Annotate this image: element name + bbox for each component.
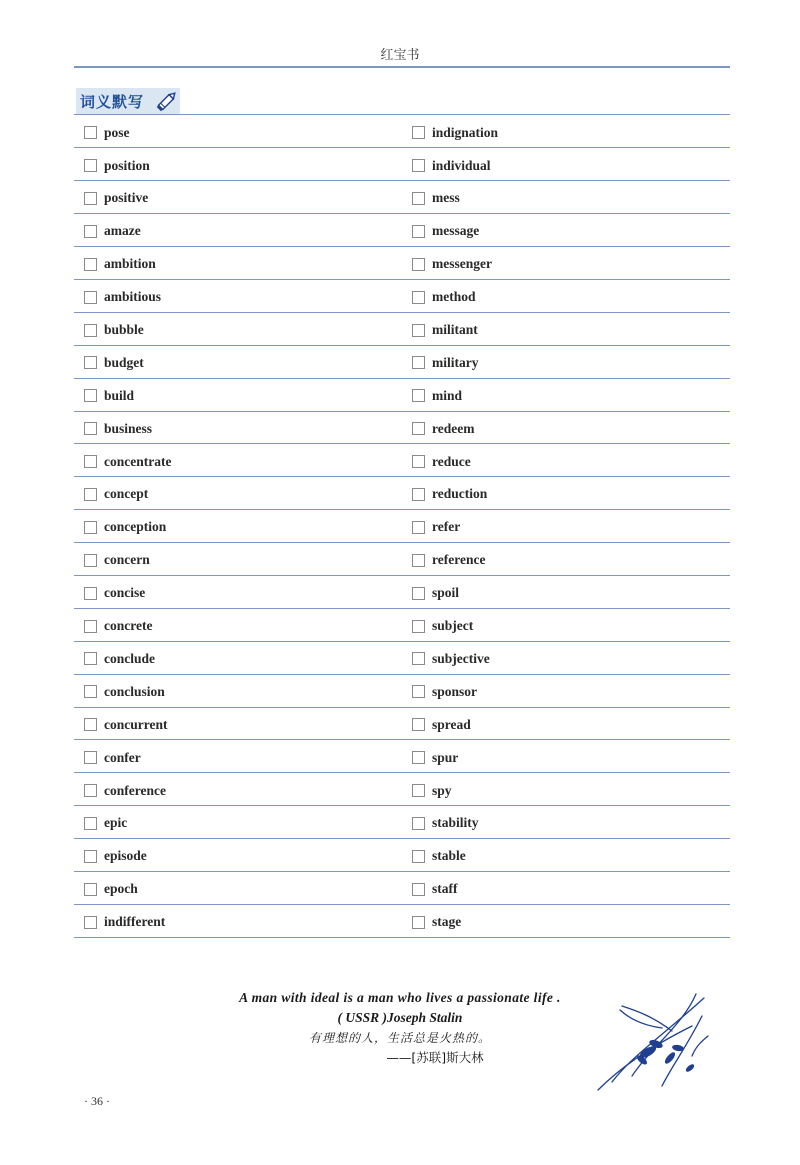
word-item-right: [402, 715, 730, 733]
word-row: [74, 445, 730, 477]
word-row: [74, 280, 730, 312]
word-text: build: [104, 387, 135, 403]
word-checkbox[interactable]: [84, 784, 97, 797]
word-row: [74, 642, 730, 674]
word-checkbox[interactable]: [412, 126, 425, 139]
word-checkbox[interactable]: [84, 587, 97, 600]
word-text: reduce: [432, 453, 471, 469]
word-text: conclusion: [104, 683, 165, 699]
running-header: 红宝书: [380, 48, 420, 63]
word-text: amaze: [104, 223, 141, 239]
word-text: concise: [104, 585, 146, 601]
word-item-left: [74, 353, 402, 371]
word-item-left: [74, 649, 402, 667]
word-row: [74, 313, 730, 345]
word-text: episode: [104, 848, 147, 864]
word-row: [74, 544, 730, 576]
word-text: staff: [432, 881, 458, 897]
word-item-right: [402, 123, 730, 141]
word-checkbox[interactable]: [412, 258, 425, 271]
word-checkbox[interactable]: [84, 258, 97, 271]
word-item-right: [402, 484, 730, 502]
word-text: subject: [432, 618, 474, 634]
word-checkbox[interactable]: [412, 817, 425, 830]
word-text: stability: [432, 815, 479, 831]
word-row: [74, 149, 730, 181]
word-row: [74, 379, 730, 411]
word-row: [74, 807, 730, 839]
word-checkbox[interactable]: [84, 324, 97, 337]
word-text: budget: [104, 354, 144, 370]
word-item-right: [402, 386, 730, 404]
word-text: spoil: [432, 585, 460, 601]
word-checkbox[interactable]: [84, 883, 97, 896]
word-text: reduction: [432, 486, 488, 502]
word-text: spy: [432, 782, 452, 798]
word-checkbox[interactable]: [84, 652, 97, 665]
word-text: indignation: [432, 124, 499, 140]
word-checkbox[interactable]: [84, 685, 97, 698]
word-item-right: [402, 813, 730, 831]
word-row: [74, 182, 730, 214]
word-text: pose: [104, 124, 130, 140]
word-row: [74, 215, 730, 247]
word-item-left: [74, 682, 402, 700]
word-item-left: [74, 419, 402, 437]
word-row: [74, 511, 730, 543]
quote-author-chinese: ——[苏联]斯大林: [386, 1050, 484, 1065]
word-checkbox[interactable]: [412, 291, 425, 304]
word-item-right: [402, 419, 730, 437]
section-heading: [76, 88, 180, 114]
word-item-right: [402, 517, 730, 535]
word-item-right: [402, 912, 730, 930]
word-text: refer: [432, 519, 461, 535]
word-item-right: [402, 156, 730, 174]
word-checkbox[interactable]: [84, 850, 97, 863]
word-text: epic: [104, 815, 128, 831]
word-item-left: [74, 221, 402, 239]
word-checkbox[interactable]: [412, 324, 425, 337]
word-row: [74, 840, 730, 872]
word-checkbox[interactable]: [412, 620, 425, 633]
word-checkbox[interactable]: [412, 422, 425, 435]
word-text: message: [432, 223, 480, 239]
heading-rule: [74, 114, 730, 115]
word-checkbox[interactable]: [412, 389, 425, 402]
word-checkbox[interactable]: [412, 521, 425, 534]
word-text: messenger: [432, 256, 492, 272]
word-checkbox[interactable]: [84, 718, 97, 731]
word-item-right: [402, 748, 730, 766]
quote-block: [190, 988, 610, 1068]
word-item-left: [74, 320, 402, 338]
word-item-left: [74, 156, 402, 174]
word-text: spread: [432, 716, 471, 732]
word-item-left: [74, 188, 402, 206]
word-row: [74, 478, 730, 510]
word-text: concentrate: [104, 453, 172, 469]
word-row: [74, 609, 730, 641]
word-checkbox[interactable]: [412, 718, 425, 731]
word-checkbox[interactable]: [412, 784, 425, 797]
word-text: individual: [432, 157, 491, 173]
vocabulary-list: [74, 116, 730, 938]
word-item-right: [402, 846, 730, 864]
word-checkbox[interactable]: [412, 356, 425, 369]
word-item-right: [402, 682, 730, 700]
word-item-left: [74, 254, 402, 272]
word-item-right: [402, 254, 730, 272]
word-text: stage: [432, 914, 462, 930]
word-checkbox[interactable]: [84, 916, 97, 929]
word-item-left: [74, 616, 402, 634]
word-checkbox[interactable]: [412, 685, 425, 698]
word-item-right: [402, 550, 730, 568]
word-row: [74, 412, 730, 444]
word-row: [74, 576, 730, 608]
word-checkbox[interactable]: [412, 587, 425, 600]
word-item-right: [402, 287, 730, 305]
word-text: sponsor: [432, 683, 478, 699]
section-heading-label: 词义默写: [80, 92, 145, 111]
word-text: reference: [432, 552, 486, 568]
word-checkbox[interactable]: [412, 850, 425, 863]
word-text: ambitious: [104, 289, 162, 305]
word-checkbox[interactable]: [412, 751, 425, 764]
word-text: conclude: [104, 650, 156, 666]
word-text: concept: [104, 486, 149, 502]
word-item-left: [74, 879, 402, 897]
word-checkbox[interactable]: [412, 554, 425, 567]
word-item-left: [74, 123, 402, 141]
word-item-left: [74, 813, 402, 831]
word-checkbox[interactable]: [412, 488, 425, 501]
word-item-right: [402, 452, 730, 470]
word-text: mind: [432, 387, 463, 403]
word-checkbox[interactable]: [412, 883, 425, 896]
word-text: militant: [432, 322, 478, 338]
word-item-right: [402, 616, 730, 634]
word-item-right: [402, 353, 730, 371]
word-checkbox[interactable]: [84, 554, 97, 567]
word-checkbox[interactable]: [412, 652, 425, 665]
word-row: [74, 872, 730, 904]
word-checkbox[interactable]: [412, 225, 425, 238]
word-text: subjective: [432, 650, 490, 666]
word-checkbox[interactable]: [84, 291, 97, 304]
word-text: stable: [432, 848, 466, 864]
word-checkbox[interactable]: [84, 422, 97, 435]
word-checkbox[interactable]: [84, 159, 97, 172]
word-item-left: [74, 287, 402, 305]
word-text: confer: [104, 749, 141, 765]
header-rule: [74, 66, 730, 68]
word-item-right: [402, 649, 730, 667]
word-text: redeem: [432, 420, 475, 436]
word-text: conference: [104, 782, 166, 798]
word-item-left: [74, 715, 402, 733]
pencil-icon: [154, 88, 180, 114]
word-checkbox[interactable]: [84, 356, 97, 369]
word-item-right: [402, 320, 730, 338]
word-row: [74, 741, 730, 773]
word-item-right: [402, 583, 730, 601]
word-item-right: [402, 188, 730, 206]
word-text: method: [432, 289, 476, 305]
word-text: mess: [432, 190, 460, 206]
quote-english: A man with ideal is a man who lives a passionate life .: [239, 990, 561, 1005]
word-text: concrete: [104, 618, 153, 634]
word-row: [74, 675, 730, 707]
word-checkbox[interactable]: [84, 488, 97, 501]
word-text: military: [432, 354, 479, 370]
word-text: epoch: [104, 881, 138, 897]
word-item-left: [74, 517, 402, 535]
page-number: · 36 ·: [84, 1094, 110, 1108]
quote-chinese: 有理想的人，生活总是火热的。: [308, 1031, 491, 1045]
word-text: indifferent: [104, 914, 166, 930]
word-text: concern: [104, 552, 150, 568]
word-text: business: [104, 420, 153, 436]
word-checkbox[interactable]: [84, 126, 97, 139]
word-item-right: [402, 781, 730, 799]
word-item-left: [74, 484, 402, 502]
word-checkbox[interactable]: [84, 455, 97, 468]
word-item-left: [74, 846, 402, 864]
word-item-left: [74, 583, 402, 601]
word-checkbox[interactable]: [84, 225, 97, 238]
word-checkbox[interactable]: [84, 620, 97, 633]
word-checkbox[interactable]: [84, 521, 97, 534]
word-item-left: [74, 781, 402, 799]
word-item-left: [74, 386, 402, 404]
word-text: concurrent: [104, 716, 168, 732]
word-checkbox[interactable]: [412, 159, 425, 172]
word-text: position: [104, 157, 150, 173]
word-checkbox[interactable]: [84, 817, 97, 830]
word-checkbox[interactable]: [412, 916, 425, 929]
word-checkbox[interactable]: [412, 455, 425, 468]
word-text: spur: [432, 749, 459, 765]
word-row: [74, 116, 730, 148]
quote-author-english: ( USSR )Joseph Stalin: [337, 1010, 463, 1025]
word-item-left: [74, 452, 402, 470]
word-checkbox[interactable]: [84, 389, 97, 402]
word-item-left: [74, 748, 402, 766]
word-item-right: [402, 879, 730, 897]
word-text: conception: [104, 519, 167, 535]
word-checkbox[interactable]: [84, 192, 97, 205]
orchid-illustration: [592, 986, 712, 1096]
word-row: [74, 708, 730, 740]
word-text: positive: [104, 190, 149, 206]
word-text: bubble: [104, 322, 144, 338]
word-row: [74, 248, 730, 280]
word-row: [74, 346, 730, 378]
word-item-right: [402, 221, 730, 239]
word-item-left: [74, 912, 402, 930]
word-text: ambition: [104, 256, 156, 272]
word-row: [74, 905, 730, 937]
word-row: [74, 774, 730, 806]
word-checkbox[interactable]: [84, 751, 97, 764]
word-checkbox[interactable]: [412, 192, 425, 205]
word-item-left: [74, 550, 402, 568]
